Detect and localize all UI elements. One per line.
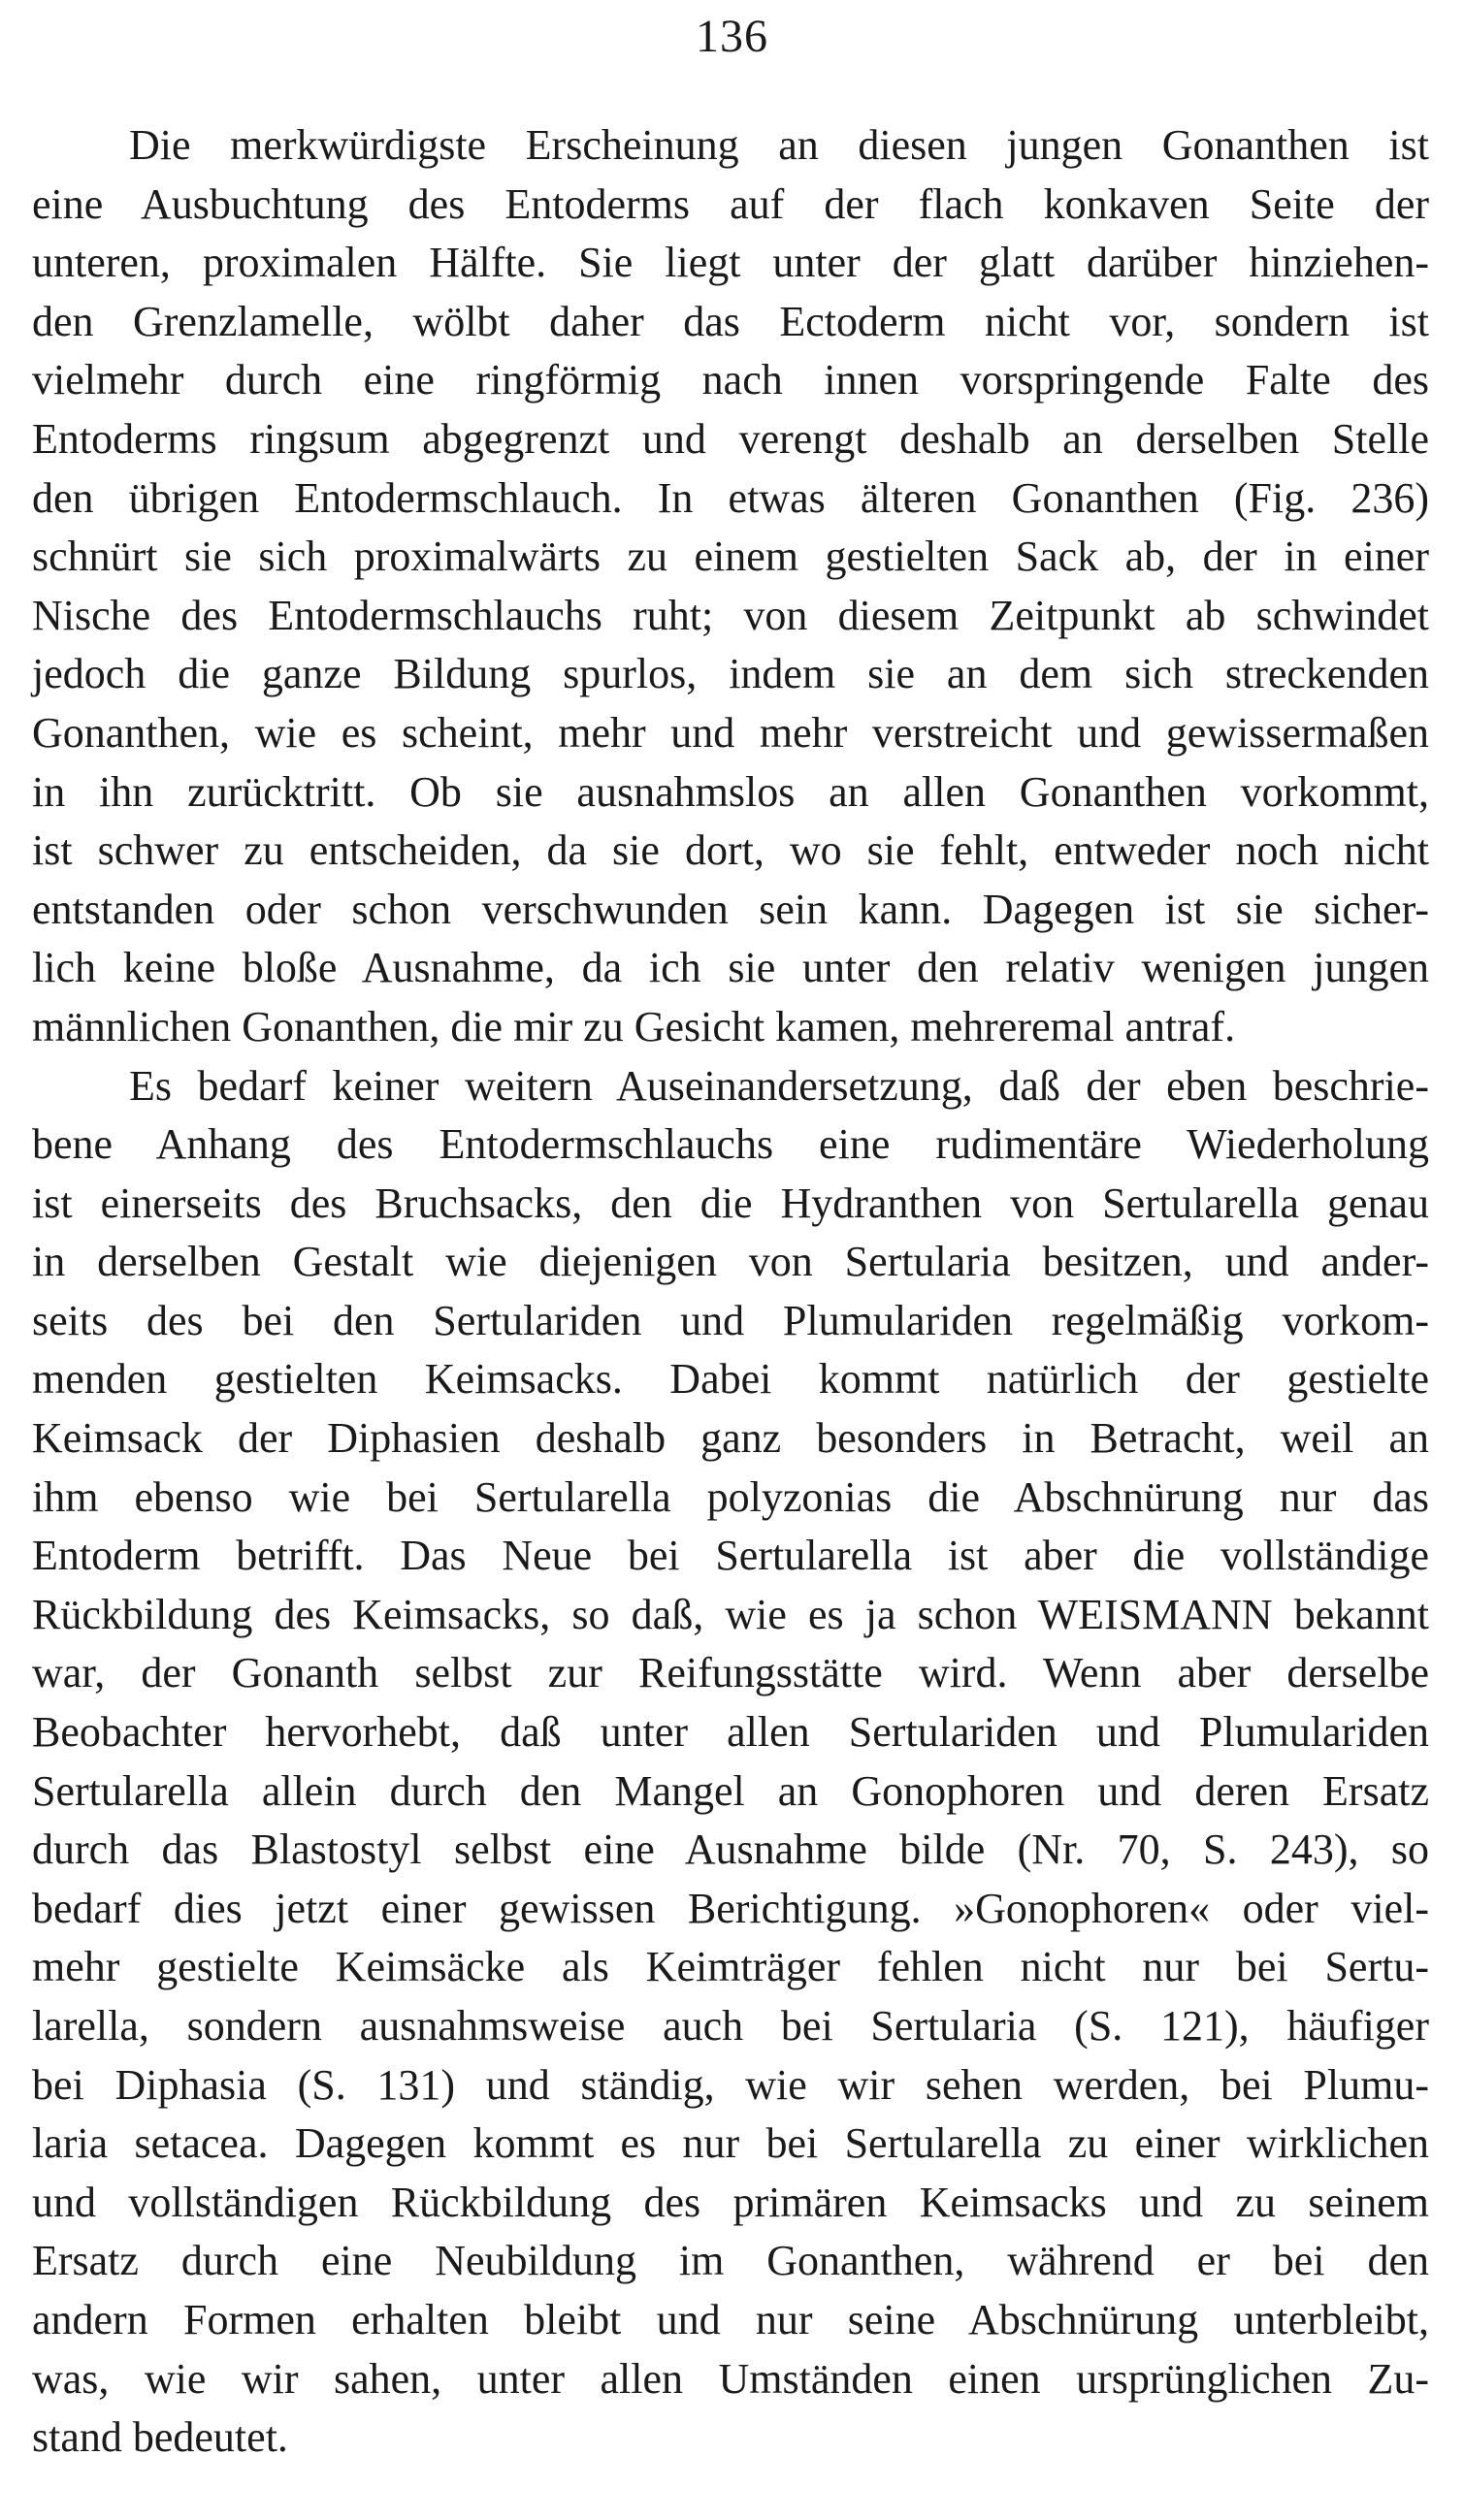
body-text [32, 116, 1429, 2468]
text-line: jedoch die ganze Bildung spurlos, indem sie an dem sich streckenden [32, 650, 1429, 698]
text-line: menden gestielten Keimsacks. Dabei kommt natürlich der gestielte [32, 1355, 1429, 1404]
text-line: entstanden oder schon verschwunden sein kann. Dagegen ist sie sicher- [32, 885, 1429, 933]
text-line: ihm ebenso wie bei Sertularella polyzonias die Abschnürung nur das [32, 1472, 1429, 1521]
text-line: Sertularella allein durch den Mangel an Gonophoren und deren Ersatz [32, 1766, 1429, 1815]
text-line: larella, sondern ausnahmsweise auch bei Sertularia (S. 121), häufiger [32, 2002, 1429, 2050]
text-line: Entoderm betrifft. Das Neue bei Sertularella ist aber die vollständige [32, 1532, 1429, 1580]
text-line: Ersatz durch eine Neubildung im Gonanthen, während er bei den [32, 2237, 1429, 2285]
paragraph-2 [32, 1057, 1429, 2468]
text-line: Rückbildung des Keimsacks, so daß, wie es ja schon WEISMANN bekannt [32, 1590, 1429, 1638]
text-line: stand bedeutet. [32, 2413, 288, 2462]
text-line: den übrigen Entodermschlauch. In etwas älteren Gonanthen (Fig. 236) [32, 473, 1429, 522]
text-line: was, wie wir sahen, unter allen Umständen einen ursprünglichen Zu- [32, 2354, 1429, 2403]
text-line: laria setacea. Dagegen kommt es nur bei Sertularella zu einer wirklichen [32, 2119, 1429, 2168]
text-line: und vollständigen Rückbildung des primären Keimsacks und zu seinem [32, 2178, 1429, 2226]
text-line: bedarf dies jetzt einer gewissen Berichtigung. »Gonophoren« oder viel- [32, 1884, 1429, 1932]
text-line: war, der Gonanth selbst zur Reifungsstätte wird. Wenn aber derselbe [32, 1649, 1429, 1697]
text-line: eine Ausbuchtung des Entoderms auf der flach konkaven Seite der [32, 179, 1429, 228]
text-line: unteren, proximalen Hälfte. Sie liegt unter der glatt darüber hinziehen- [32, 239, 1429, 287]
text-line: andern Formen erhalten bleibt und nur seine Abschnürung unterbleibt, [32, 2295, 1429, 2343]
text-line: bei Diphasia (S. 131) und ständig, wie wir sehen werden, bei Plumu- [32, 2060, 1429, 2109]
text-line: ist einerseits des Bruchsacks, den die Hydranthen von Sertularella genau [32, 1179, 1429, 1227]
text-line: Nische des Entodermschlauchs ruht; von diesem Zeitpunkt ab schwindet [32, 591, 1429, 639]
paragraph-1 [32, 116, 1429, 1057]
text-line: Entoderms ringsum abgegrenzt und verengt deshalb an derselben Stelle [32, 414, 1429, 463]
text-line: Die merkwürdigste Erscheinung an diesen jungen Gonanthen ist [129, 121, 1429, 169]
text-line: ist schwer zu entscheiden, da sie dort, wo sie fehlt, entweder noch nicht [32, 826, 1429, 875]
text-line: Keimsack der Diphasien deshalb ganz besonders in Betracht, weil an [32, 1414, 1429, 1463]
text-line: männlichen Gonanthen, die mir zu Gesicht kamen, mehreremal antraf. [32, 1002, 1236, 1050]
text-line: durch das Blastostyl selbst eine Ausnahme bilde (Nr. 70, S. 243), so [32, 1825, 1429, 1874]
text-line: Gonanthen, wie es scheint, mehr und mehr verstreicht und gewissermaßen [32, 708, 1429, 757]
text-line: den Grenzlamelle, wölbt daher das Ectoderm nicht vor, sondern ist [32, 297, 1429, 345]
text-line: vielmehr durch eine ringförmig nach innen vorspringende Falte des [32, 356, 1429, 404]
text-line: seits des bei den Sertulariden und Plumulariden regelmäßig vorkom- [32, 1296, 1429, 1344]
text-line: in derselben Gestalt wie diejenigen von Sertularia besitzen, und ander- [32, 1238, 1429, 1286]
text-line: lich keine bloße Ausnahme, da ich sie unter den relativ wenigen jungen [32, 944, 1429, 992]
text-line: schnürt sie sich proximalwärts zu einem gestielten Sack ab, der in einer [32, 533, 1429, 581]
text-line: mehr gestielte Keimsäcke als Keimträger fehlen nicht nur bei Sertu- [32, 1943, 1429, 1991]
text-line: bene Anhang des Entodermschlauchs eine rudimentäre Wiederholung [32, 1120, 1429, 1169]
text-line: in ihn zurücktritt. Ob sie ausnahmslos an allen Gonanthen vorkommt, [32, 767, 1429, 816]
page-number: 136 [696, 11, 768, 62]
text-line: Es bedarf keiner weitern Auseinandersetzung, daß der eben beschrie- [129, 1061, 1429, 1110]
text-line: Beobachter hervorhebt, daß unter allen Sertulariden und Plumulariden [32, 1708, 1429, 1757]
